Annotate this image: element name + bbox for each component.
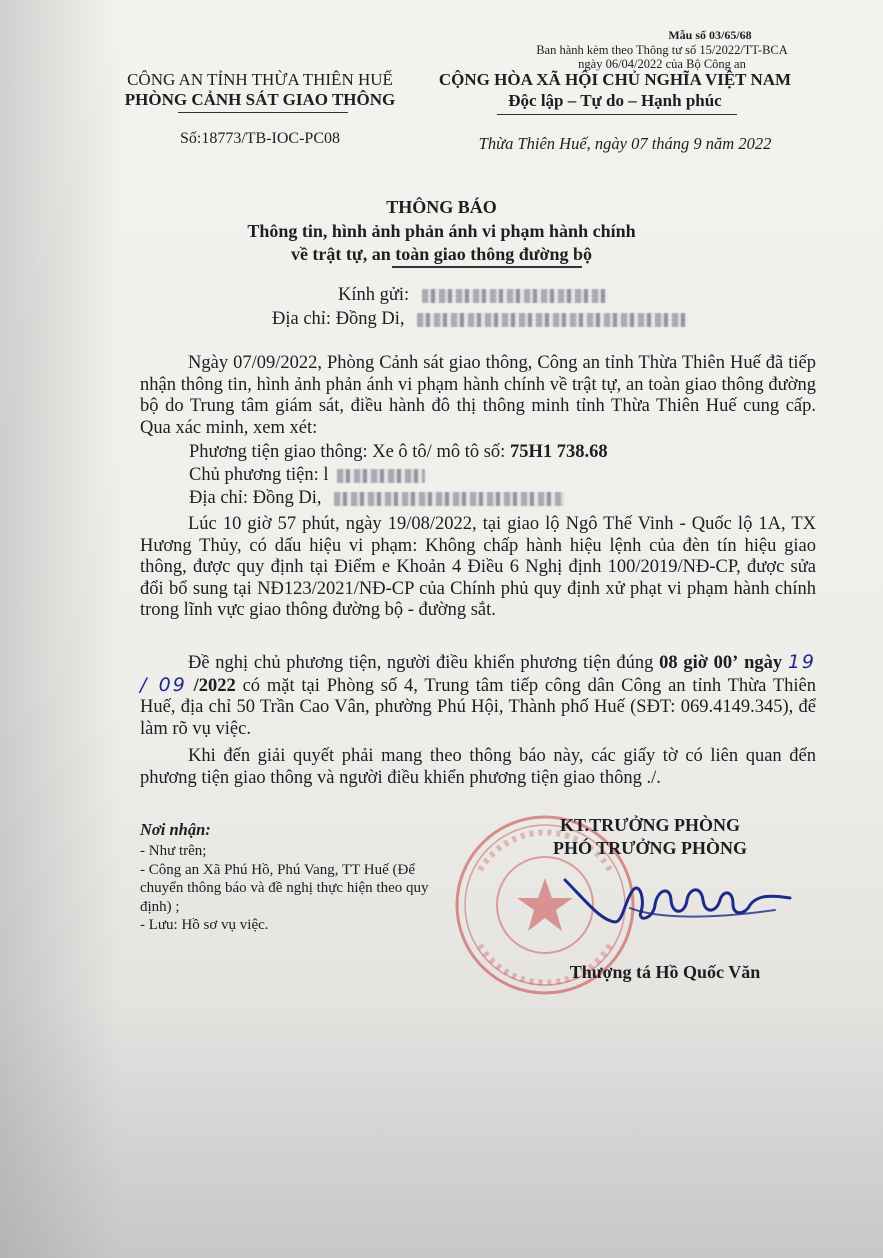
to-label: Kính gửi: (338, 285, 410, 305)
address-label: Địa chỉ: Đồng Di, (272, 309, 405, 329)
recipient-item: - Lưu: Hồ sơ vụ việc. (140, 917, 269, 933)
agency-parent: CÔNG AN TỈNH THỪA THIÊN HUẾ (127, 70, 393, 89)
handwritten-signature (545, 860, 795, 940)
violation-text: Lúc 10 giờ 57 phút, ngày 19/08/2022, tại giao lộ Ngô Thế Vinh - Quốc lộ 1A, TX Hương Thủy, có dấu hiệu vi phạm: Không chấp hành hiệu lệnh của đèn tín hiệu giao thông, được quy định tại Điểm e Khoản 4 Điều 6 Nghị định 100/2019/NĐ-CP, được sửa đổi bổ sung tại NĐ123/2021/NĐ-CP của Chính phủ quy định xử phạt vi phạm hành chính trong lĩnh vực giao thông đường bộ - đường sắt. (140, 514, 816, 620)
vehicle-line (189, 442, 608, 463)
agency-underline (178, 112, 348, 113)
page-shadow-bottom (0, 1000, 883, 1258)
date-place: Thừa Thiên Huế, ngày 07 tháng 9 năm 2022 (478, 134, 772, 153)
document-number: Số:18773/TB-IOC-PC08 (179, 130, 340, 147)
addressee-line (338, 285, 607, 306)
agency-name: PHÒNG CẢNH SÁT GIAO THÔNG (124, 90, 396, 109)
handwritten-date: 19 / 09 (140, 651, 817, 696)
recipient-item: định) ; (140, 898, 180, 915)
form-issued-line2: ngày 06/04/2022 của Bộ Công an (578, 57, 746, 71)
slogan-underline (497, 114, 737, 115)
summons-lead: Đề nghị chủ phương tiện, người điều khiển phương tiện đúng (188, 653, 654, 673)
body-paragraph-3 (140, 652, 816, 740)
redacted-recipient-name (422, 289, 607, 303)
owner-label: Chủ phương tiện: l (189, 465, 329, 485)
closing-text: Khi đến giải quyết phải mang theo thông báo này, các giấy tờ có liên quan đến phương tiện giao thông và người điều khiển phương tiện giao thông ./. (140, 746, 816, 788)
body-paragraph-4 (140, 746, 816, 789)
redacted-recipient-address (417, 313, 687, 327)
redacted-owner-address (334, 492, 564, 506)
appointment-year: /2022 (193, 675, 236, 696)
national-slogan: Độc lập – Tự do – Hạnh phúc (508, 91, 722, 110)
recipient-item: chuyển thông báo và đề nghị thực hiện theo quy (140, 880, 429, 896)
signer-title-2: PHÓ TRƯỞNG PHÒNG (552, 838, 747, 858)
redacted-owner-name (337, 469, 425, 483)
country-name: CỘNG HÒA XÃ HỘI CHỦ NGHĨA VIỆT NAM (438, 70, 792, 89)
body-paragraph-1 (140, 353, 816, 439)
recipient-item: - Công an Xã Phú Hồ, Phú Vang, TT Huế (Để (140, 861, 415, 878)
summons-text (140, 652, 816, 740)
summons-location: có mặt tại Phòng số 4, Trung tâm tiếp công dân Công an tỉnh Thừa Thiên Huế, địa chỉ 50 Trần Cao Vân, phường Phú Hội, Thành phố Huế (SĐT: 069.4149.345), để làm rõ vụ việc. (140, 675, 817, 739)
form-issued-line1: Ban hành kèm theo Thông tư số 15/2022/TT-BCA (536, 43, 788, 57)
form-code: Mẫu số 03/65/68 (668, 28, 752, 42)
day-label: ngày (744, 653, 783, 673)
appointment-time: 08 giờ 00’ (659, 653, 739, 673)
recipients-label: Nơi nhận: (140, 820, 211, 839)
notice-subtitle-2: về trật tự, an toàn giao thông đường bộ (290, 244, 593, 264)
vehicle-label: Phương tiện giao thông: Xe ô tô/ mô tô số: (189, 442, 506, 462)
body-paragraph-2 (140, 514, 816, 622)
intro-text: Ngày 07/09/2022, Phòng Cảnh sát giao thông, Công an tỉnh Thừa Thiên Huế đã tiếp nhận thông tin, hình ảnh phản ánh vi phạm hành chính về trật tự, an toàn giao thông đường bộ do Trung tâm giám sát, điều hành đô thị thông minh tỉnh Thừa Thiên Huế cung cấp. Qua xác minh, xem xét: (140, 353, 816, 438)
owner-line (189, 465, 425, 486)
recipients-list (140, 842, 428, 935)
notice-subtitle-1: Thông tin, hình ảnh phản ánh vi phạm hành chính (247, 221, 636, 241)
address-line (272, 309, 687, 330)
owner-address-label: Địa chỉ: Đồng Di, (189, 488, 322, 508)
recipient-item: - Như trên; (140, 843, 207, 859)
signer-name: Thượng tá Hồ Quốc Văn (569, 962, 761, 982)
owner-address-line (189, 488, 564, 509)
title-underline (392, 266, 582, 268)
license-plate: 75H1 738.68 (509, 442, 608, 462)
signer-title-1: KT.TRƯỞNG PHÒNG (560, 815, 740, 835)
notice-title: THÔNG BÁO (386, 197, 497, 217)
